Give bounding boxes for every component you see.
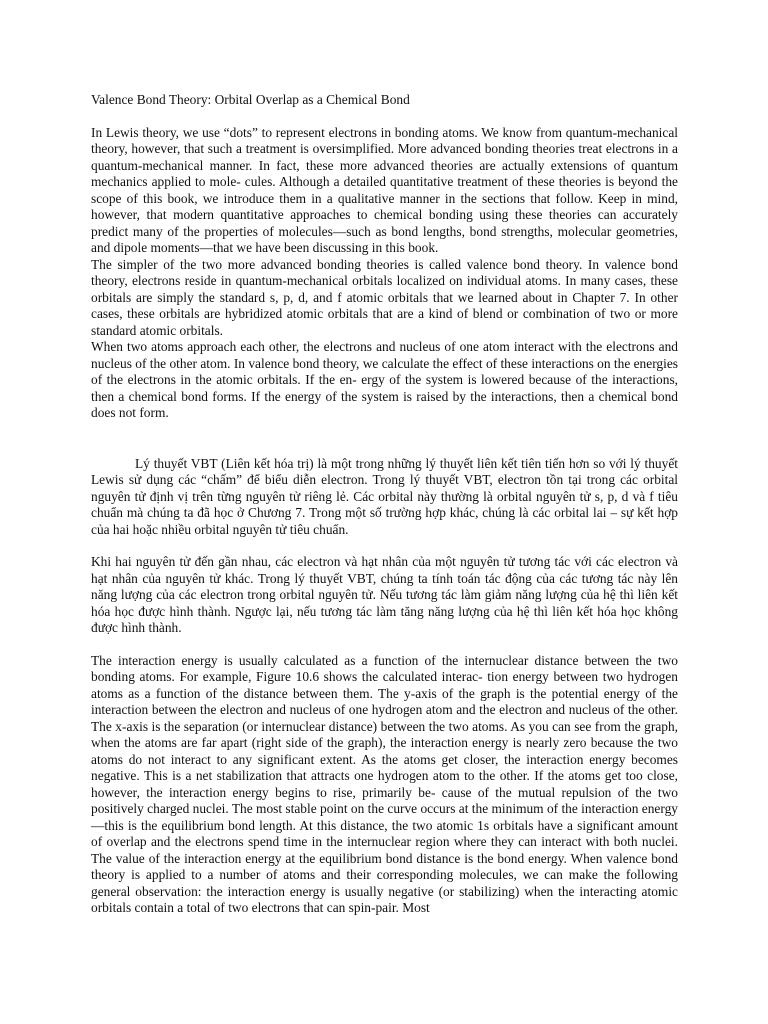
spacer: [91, 422, 678, 456]
paragraph-interaction-energy: The interaction energy is usually calculated as a function of the internuclear distance between the two bonding atoms. For example, Figure 10.6 shows the calculated interac- tion energy between two hydrogen atoms as a function of the distance between them. The y-axis of the graph is the potential energy of the interaction between the electron and nucleus of one hydrogen atom and the electron and nucleus of the other. The x-axis is the separation (or internuclear distance) between the two atoms. As you can see from the graph, when the atoms are far apart (right side of the graph), the interaction energy is nearly zero because the two atoms do not interact to any significant extent. As the atoms get closer, the interaction energy becomes negative. This is a net stabilization that attracts one hydrogen atom to the other. If the atoms get too close, however, the interaction energy begins to rise, primarily be- cause of the mutual repulsion of the two positively charged nuclei. The most stable point on the curve occurs at the minimum of the interaction energy—this is the equilibrium bond length. At this distance, the two atomic 1s orbitals have a significant amount of overlap and the electrons spend time in the internuclear region where they can interact with both nuclei. The value of the interaction energy at the equilibrium bond distance is the bond energy. When valence bond theory is applied to a number of atoms and their corresponding molecules, we can make the following general observation: the interaction energy is usually negative (or stabilizing) when the interacting atomic orbitals contain a total of two electrons that can spin-pair. Most: [91, 652, 678, 915]
paragraph-valence-bond-intro: The simpler of the two more advanced bonding theories is called valence bond theory. In valence bond theory, electrons reside in quantum-mechanical orbitals localized on individual atoms. In many cases, these orbitals are simply the standard s, p, d, and f atomic orbitals that we learned about in Chapter 7. In other cases, these orbitals are hybridized atomic orbitals that are a kind of blend or combination of two or more standard atomic orbitals.: [91, 256, 678, 338]
page-title: Valence Bond Theory: Orbital Overlap as a Chemical Bond: [91, 92, 410, 107]
spacer: [91, 538, 678, 554]
paragraph-vietnamese-vbt: Lý thuyết VBT (Liên kết hóa trị) là một trong những lý thuyết liên kết tiên tiến hơn so với lý thuyết Lewis sử dụng các “chấm” để biểu diễn electron. Trong lý thuyết VBT, electron tồn tại trong các orbital nguyên tử định vị trên từng nguyên tử riêng lẻ. Các orbital này thường là orbital nguyên tử s, p, d và f tiêu chuẩn mà chúng ta đã học ở Chương 7. Trong một số trường hợp khác, chúng là các orbital lai – sự kết hợp của hai hoặc nhiều orbital nguyên tử tiêu chuẩn.: [91, 455, 678, 537]
paragraph-atoms-approach: When two atoms approach each other, the electrons and nucleus of one atom interact with the electrons and nucleus of the other atom. In valence bond theory, we calculate the effect of these interactions on the energies of the electrons in the atomic orbitals. If the en- ergy of the system is lowered because of the interactions, then a chemical bond forms. If the energy of the system is raised by the interactions, then a chemical bond does not form.: [91, 339, 678, 420]
paragraph-vietnamese-interaction: Khi hai nguyên tử đến gần nhau, các electron và hạt nhân của một nguyên tử tương tác với các electron và hạt nhân của nguyên tử khác. Trong lý thuyết VBT, chúng ta tính toán tác động của các tương tác này lên năng lượng của các electron trong orbital nguyên tử. Nếu tương tác làm giảm năng lượng của hệ thì liên kết hóa học được hình thành. Ngược lại, nếu tương tác làm tăng năng lượng của hệ thì liên kết hóa học không được hình thành.: [91, 554, 678, 635]
paragraph-lewis-theory: In Lewis theory, we use “dots” to represent electrons in bonding atoms. We know from quantum-mechanical theory, however, that such a treatment is oversimplified. More advanced bonding theories treat electrons in a quantum-mechanical manner. In fact, these more advanced theories are actually extensions of quantum mechanics applied to mole- cules. Although a detailed quantitative treatment of these theories is beyond the scope of this book, we introduce them in a qualitative manner in the sections that follow. Keep in mind, however, that modern quantitative approaches to chemical bonding using these theories can accurately predict many of the properties of molecules—such as bond lengths, bond strengths, molecular geometries, and dipole moments—that we have been discussing in this book.: [91, 124, 678, 255]
spacer: [91, 637, 678, 653]
